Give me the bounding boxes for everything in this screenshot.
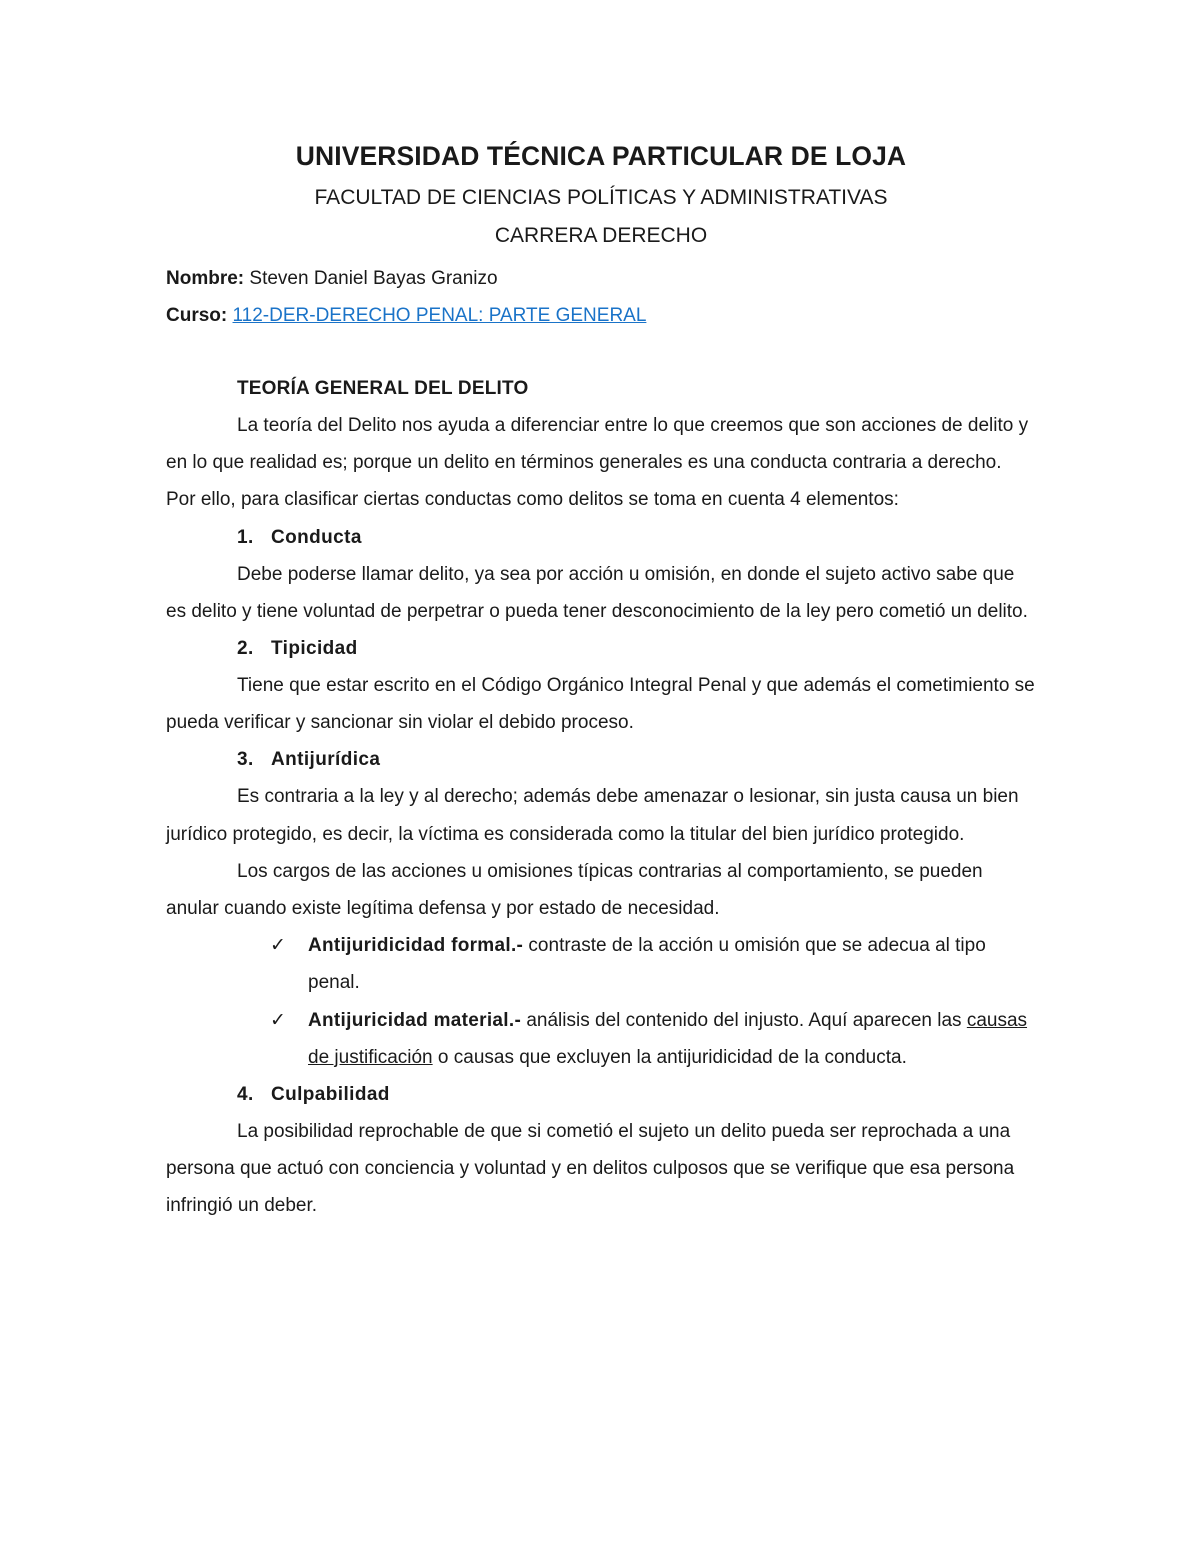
item-title: Antijurídica — [271, 749, 381, 771]
check-text-after: o causas que excluyen la antijuridicidad de la conducta. — [432, 1046, 907, 1068]
item-number: 1. — [237, 526, 254, 548]
name-value: Steven Daniel Bayas Granizo — [249, 268, 498, 289]
underlined-term: causas de justificación — [308, 1009, 1028, 1068]
section-title: TEORÍA GENERAL DEL DELITO — [237, 378, 529, 399]
item-number: 4. — [237, 1084, 254, 1106]
university-title: UNIVERSIDAD TÉCNICA PARTICULAR DE LOJA — [295, 141, 907, 171]
career-title: CARRERA DERECHO — [494, 224, 708, 247]
item-antijuridica-heading — [166, 741, 1036, 778]
item-title: Tipicidad — [271, 638, 358, 660]
item-tipicidad-heading — [166, 630, 1036, 667]
course-link[interactable]: 112-DER-DERECHO PENAL: PARTE GENERAL — [232, 305, 647, 326]
faculty-title: FACULTAD DE CIENCIAS POLÍTICAS Y ADMINISTRATIVAS — [314, 186, 888, 209]
item-culpabilidad-heading — [166, 1076, 1036, 1113]
item-antijuridica-text: Es contraria a la ley y al derecho; además debe amenazar o lesionar, sin justa causa un bien jurídico protegido, es decir, la víctima es considerada como la titular del bien jurídico protegido. — [166, 786, 1019, 845]
check-term: Antijuricidad material.- — [308, 1009, 522, 1031]
name-line — [166, 260, 1036, 297]
item-number: 3. — [237, 749, 254, 771]
item-conducta-heading — [166, 519, 1036, 556]
item-title: Culpabilidad — [271, 1084, 390, 1106]
check-item-material — [166, 1002, 1036, 1076]
checkmark-icon: ✓ — [270, 1009, 286, 1031]
check-text-before: análisis del contenido del injusto. Aquí aparecen las — [521, 1009, 967, 1031]
item-tipicidad-text: Tiene que estar escrito en el Código Orgánico Integral Penal y que además el cometimiento se pueda verificar y sancionar sin violar el debido proceso. — [166, 675, 1035, 734]
item-culpabilidad-text: La posibilidad reprochable de que si cometió el sujeto un delito pueda ser reprochada a una persona que actuó con conciencia y voluntad y en delitos culposos que se verifique que esa persona infringió un deber. — [166, 1121, 1015, 1217]
checkmark-icon: ✓ — [270, 935, 286, 957]
item-title: Conducta — [271, 526, 362, 548]
document-page — [166, 138, 1036, 1225]
course-label: Curso: — [166, 305, 228, 326]
item-number: 2. — [237, 638, 254, 660]
check-text: contraste de la acción u omisión que se adecua al tipo penal. — [308, 935, 986, 994]
intro-paragraph: La teoría del Delito nos ayuda a diferenciar entre lo que creemos que son acciones de delito y en lo que realidad es; porque un delito en términos generales es una conducta contraria a derecho. Por ello, para clasificar ciertas conductas como delitos se toma en cuenta 4 elementos: — [166, 415, 1029, 511]
check-item-formal — [166, 927, 1036, 1001]
course-line — [166, 297, 1036, 334]
check-term: Antijuridicidad formal.- — [308, 935, 524, 957]
name-label: Nombre: — [166, 268, 245, 289]
item-antijuridica-text-2: Los cargos de las acciones u omisiones típicas contrarias al comportamiento, se pueden anular cuando existe legítima defensa y por estado de necesidad. — [166, 860, 983, 920]
item-conducta-text: Debe poderse llamar delito, ya sea por acción u omisión, en donde el sujeto activo sabe que es delito y tiene voluntad de perpetrar o pueda tener desconocimiento de la ley pero cometió un delito. — [166, 563, 1028, 622]
